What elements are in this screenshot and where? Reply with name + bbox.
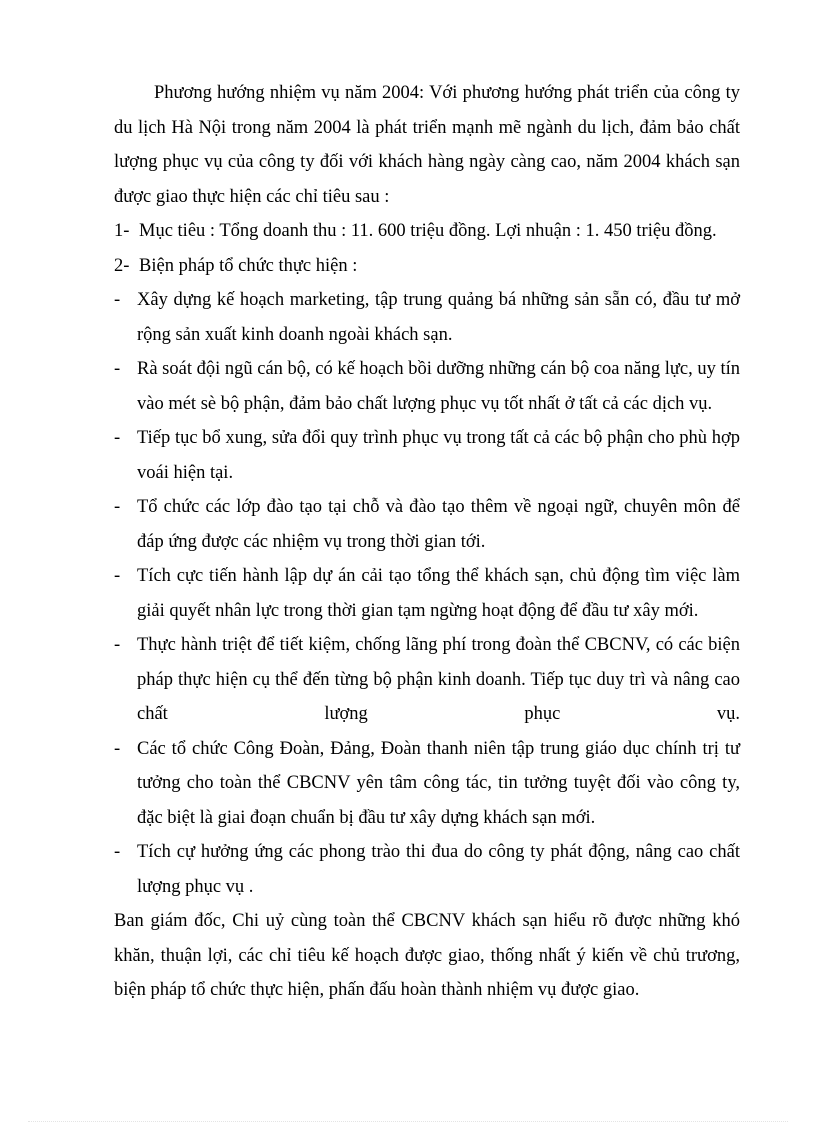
- bullet-dash: -: [114, 566, 121, 586]
- list-item: [114, 421, 740, 490]
- list-item: [114, 732, 740, 836]
- list-item-text: Tổ chức các lớp đào tạo tại chỗ và đào tạo thêm về ngoại ngữ, chuyên môn để đáp ứng được các nhiệm vụ trong thời gian tới.: [137, 497, 740, 552]
- list-item-text: Tích cự hưởng ứng các phong trào thi đua do công ty phát động, nâng cao chất lượng phục vụ .: [137, 842, 740, 897]
- closing-paragraph: Ban giám đốc, Chi uỷ cùng toàn thể CBCNV khách sạn hiểu rõ được những khó khăn, thuận lợi, các chỉ tiêu kế hoạch được giao, thống nhất ý kiến về chủ trương, biện pháp tổ chức thực hiện, phấn đấu hoàn thành nhiệm vụ được giao.: [114, 911, 740, 1000]
- list-item-text: Các tổ chức Công Đoàn, Đảng, Đoàn thanh niên tập trung giáo dục chính trị tư tưởng cho toàn thể CBCNV yên tâm công tác, tin tưởng tuyệt đối vào công ty, đặc biệt là giai đoạn chuẩn bị đầu tư xây dựng khách sạn mới.: [137, 738, 740, 828]
- list-item-text: Rà soát đội ngũ cán bộ, có kế hoạch bồi dưỡng những cán bộ coa năng lực, uy tín vào mét sè bộ phận, đảm bảo chất lượng phục vụ tốt nhất ở tất cả các dịch vụ.: [137, 359, 740, 414]
- bullet-dash: -: [114, 635, 121, 655]
- list-item-text: Xây dựng kế hoạch marketing, tập trung quảng bá những sản sẵn có, đầu tư mở rộng sản xuất kinh doanh ngoài khách sạn.: [137, 290, 740, 345]
- item-number: 2-: [114, 255, 130, 276]
- bullet-dash: -: [114, 738, 121, 759]
- list-item: [114, 559, 740, 628]
- list-item-text: Thực hành triệt để tiết kiệm, chống lãng phí trong đoàn thể CBCNV, có các biện pháp thực hiện cụ thể đến từng bộ phận kinh doanh. Tiếp tục duy trì và nâng cao chất lượng phục vụ.: [137, 635, 740, 724]
- bullet-dash: -: [114, 842, 121, 862]
- list-item-text: Tiếp tục bổ xung, sửa đổi quy trình phục vụ trong tất cả các bộ phận cho phù hợp voái hiện tại.: [137, 428, 740, 483]
- bullet-dash: -: [114, 497, 121, 517]
- bullet-dash: -: [114, 359, 121, 379]
- measures-list: [114, 283, 740, 904]
- item-number: 1-: [114, 221, 130, 241]
- item-text: Biện pháp tổ chức thực hiện :: [139, 255, 358, 276]
- list-item: [114, 628, 740, 732]
- bullet-dash: -: [114, 428, 121, 448]
- intro-paragraph: Phương hướng nhiệm vụ năm 2004: Với phương hướng phát triển của công ty du lịch Hà Nội trong năm 2004 là phát triển mạnh mẽ ngành du lịch, đảm bảo chất lượng phục vụ của công ty đối với khách hàng ngày càng cao, năm 2004 khách sạn được giao thực hiện các chỉ tiêu sau :: [114, 83, 740, 207]
- list-item: [114, 835, 740, 904]
- numbered-item-1: [114, 214, 740, 249]
- list-item: [114, 352, 740, 421]
- list-item: [114, 283, 740, 352]
- document-page: [114, 76, 740, 1008]
- list-item: [114, 490, 740, 559]
- page-bottom-divider: [28, 1121, 788, 1122]
- bullet-dash: -: [114, 290, 121, 310]
- item-text: Mục tiêu : Tổng doanh thu : 11. 600 triệu đồng. Lợi nhuận : 1. 450 triệu đồng.: [139, 221, 717, 241]
- numbered-item-2: [114, 249, 740, 284]
- list-item-text: Tích cực tiến hành lập dự án cải tạo tổng thể khách sạn, chủ động tìm việc làm giải quyết nhân lực trong thời gian tạm ngừng hoạt động để đầu tư xây mới.: [137, 566, 740, 621]
